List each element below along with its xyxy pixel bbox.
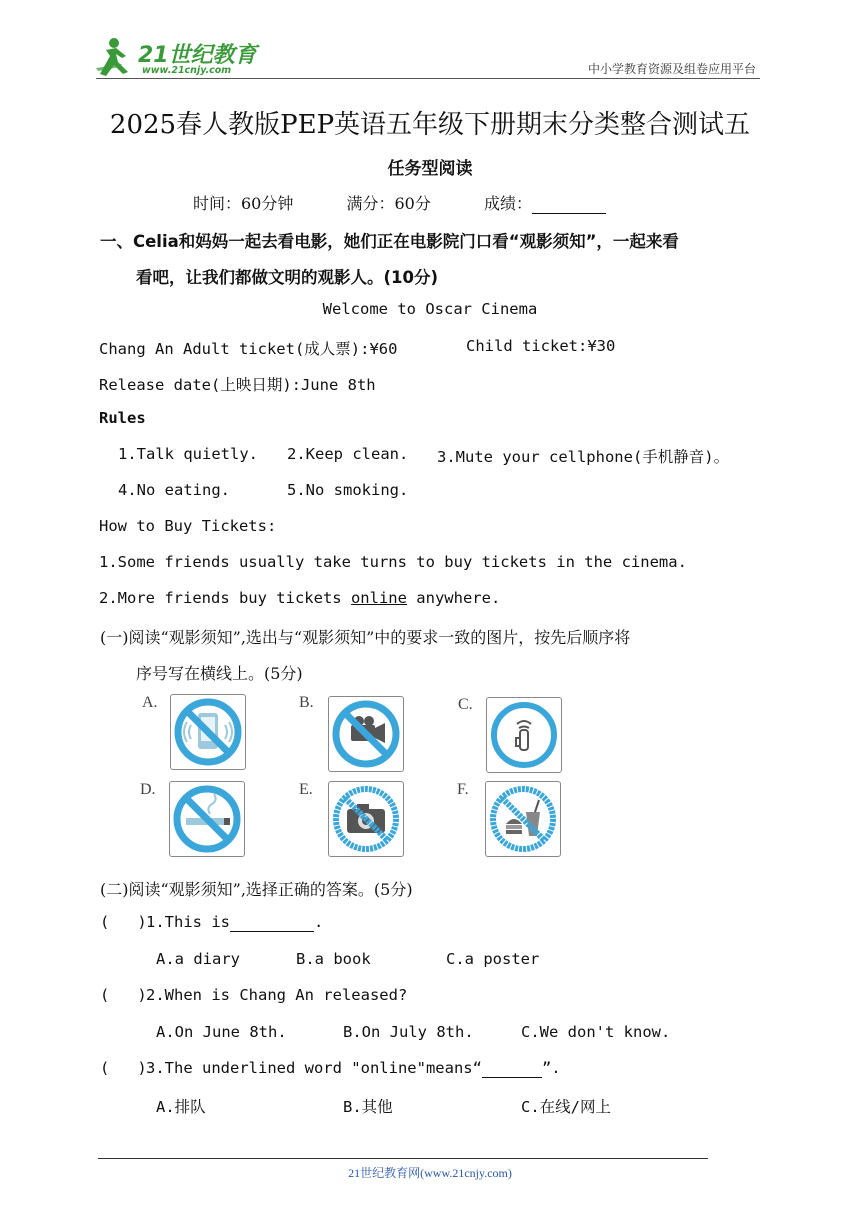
no-cellphone-icon	[170, 694, 246, 770]
no-smoking-icon	[169, 781, 245, 857]
q3-option-a: A.排队	[156, 1098, 206, 1116]
logo-url: www.21cnjy.com	[142, 65, 232, 76]
rule-3: 3.Mute your cellphone(手机静音)。	[437, 448, 730, 466]
score-label: 满分：60分	[346, 194, 431, 213]
q2-option-c: C.We don't know.	[521, 1023, 671, 1041]
q2-option-a: A.On June 8th.	[156, 1023, 287, 1041]
section1-line2: 看吧，让我们都做文明的观影人。(10分)	[136, 268, 439, 287]
part2-heading: (二)阅读“观影须知”,选择正确的答案。(5分)	[100, 880, 413, 899]
exam-info	[193, 191, 654, 214]
q3-option-b: B.其他	[343, 1098, 393, 1116]
q1-blank[interactable]	[230, 913, 314, 932]
q2-text: 2.When is Chang An released?	[146, 986, 408, 1004]
rule-4: 4.No eating.	[118, 481, 230, 499]
time-label: 时间：60分钟	[193, 194, 294, 213]
rule-5: 5.No smoking.	[287, 481, 409, 499]
buy-method-2: 2.More friends buy tickets online anywhere.	[99, 589, 501, 607]
q3-option-c: C.在线/网上	[521, 1098, 611, 1116]
page-title: 2025春人教版PEP英语五年级下册期末分类整合测试五	[109, 110, 751, 140]
q3-answer-paren[interactable]: ( )	[100, 1059, 147, 1077]
site-logo	[92, 34, 267, 80]
q1-option-c: C.a poster	[446, 950, 540, 968]
choice-f-label: F.	[457, 781, 469, 798]
q1-answer-paren[interactable]: ( )	[100, 913, 147, 931]
q1-option-a: A.a diary	[156, 950, 240, 968]
child-ticket: Child ticket:¥30	[466, 337, 616, 355]
choice-d-label: D.	[140, 781, 156, 798]
q1-text: 1.This is .	[146, 913, 324, 931]
underlined-word: online	[350, 589, 407, 607]
part1-line1: (一)阅读“观影须知”,选出与“观影须知”中的要求一致的图片，按先后顺序将	[100, 628, 631, 647]
adult-ticket: Chang An Adult ticket(成人票):¥60	[99, 340, 398, 358]
q2-option-b: B.On July 8th.	[343, 1023, 474, 1041]
result-label: 成绩：	[483, 194, 532, 213]
result-blank[interactable]	[532, 194, 606, 214]
rule-2: 2.Keep clean.	[287, 445, 409, 463]
choice-a-label: A.	[142, 694, 158, 711]
no-video-camera-icon	[328, 696, 404, 772]
rules-heading: Rules	[99, 409, 146, 427]
logo-text: 21世纪教育	[138, 43, 257, 68]
notice-title: Welcome to Oscar Cinema	[322, 300, 538, 318]
header-divider	[96, 78, 760, 79]
choice-c-label: C.	[458, 696, 473, 713]
part1-line2: 序号写在横线上。(5分)	[136, 664, 303, 683]
rule-1: 1.Talk quietly.	[118, 445, 258, 463]
q1-option-b: B.a book	[296, 950, 371, 968]
footer-divider	[98, 1158, 708, 1159]
no-photo-camera-icon	[328, 781, 404, 857]
choice-b-label: B.	[299, 694, 314, 711]
keep-quiet-icon	[486, 697, 562, 773]
buy-method-1: 1.Some friends usually take turns to buy tickets in the cinema.	[99, 553, 687, 571]
how-to-buy-heading: How to Buy Tickets:	[99, 517, 277, 535]
page-subtitle: 任务型阅读	[387, 159, 473, 179]
platform-name: 中小学教育资源及组卷应用平台	[587, 62, 756, 76]
q2-answer-paren[interactable]: ( )	[100, 986, 147, 1004]
no-food-drink-icon	[485, 781, 561, 857]
release-date: Release date(上映日期):June 8th	[99, 376, 376, 394]
section1-line1: 一、Celia和妈妈一起去看电影，她们正在电影院门口看“观影须知”，一起来看	[100, 232, 679, 251]
q3-text: 3.The underlined word "online"means“ ”.	[146, 1059, 561, 1077]
choice-e-label: E.	[299, 781, 313, 798]
q3-blank[interactable]	[482, 1059, 542, 1078]
footer-link[interactable]: 21世纪教育网(www.21cnjy.com)	[348, 1166, 512, 1180]
